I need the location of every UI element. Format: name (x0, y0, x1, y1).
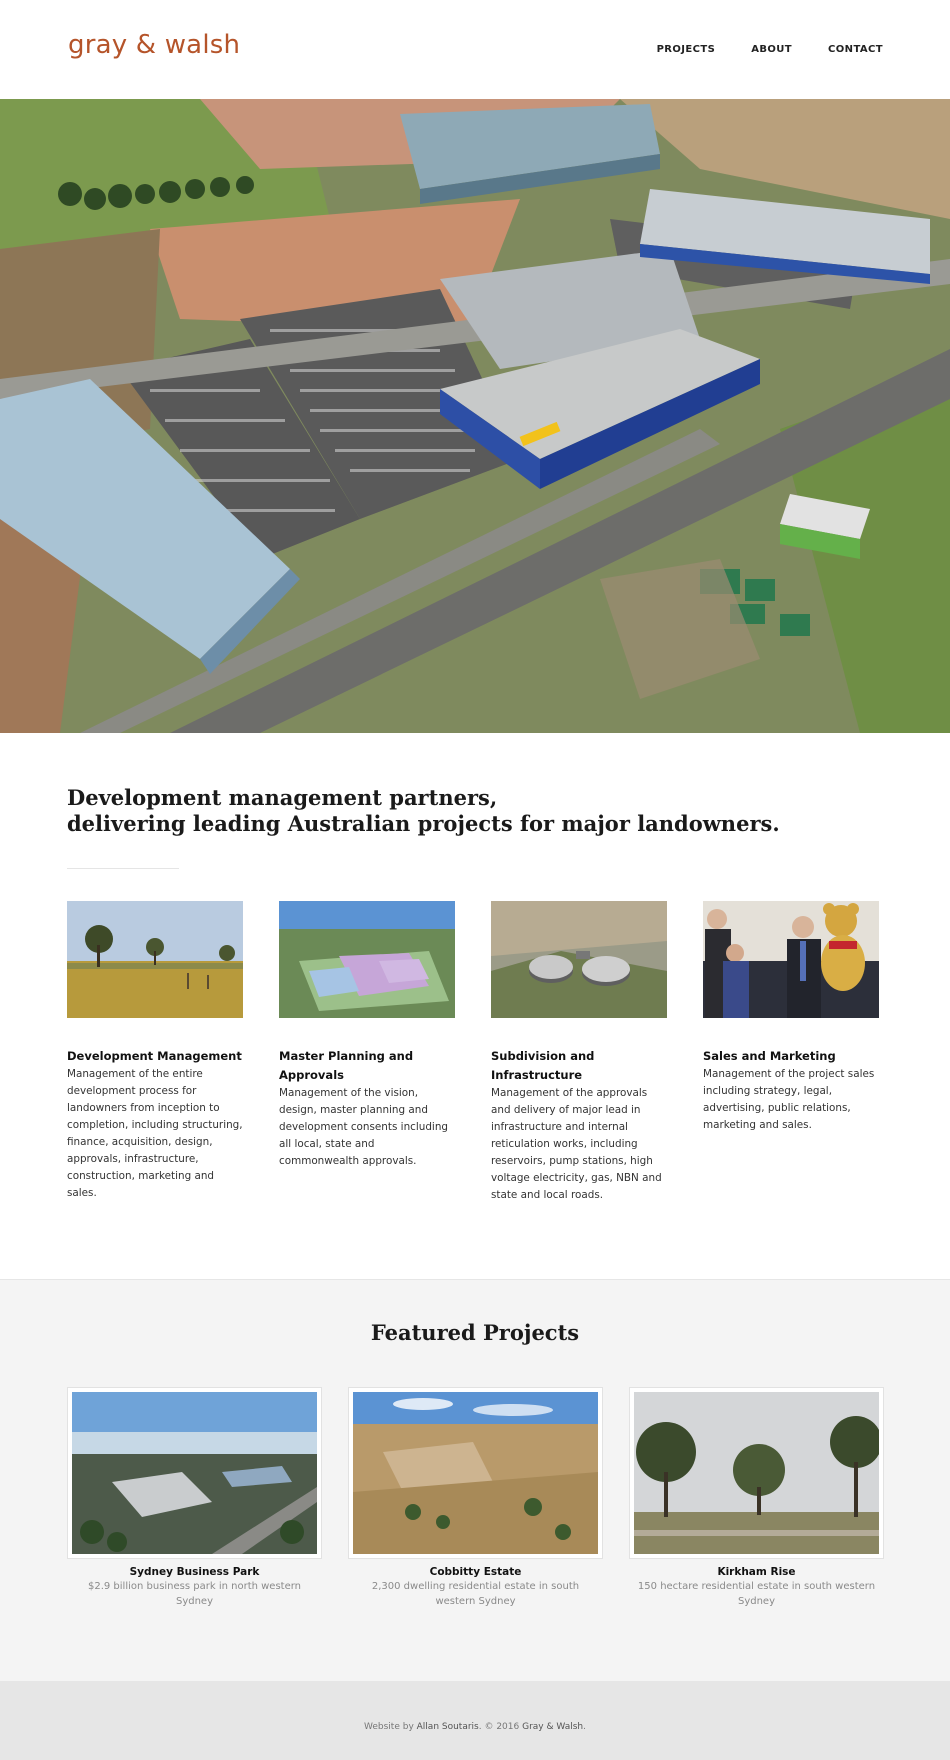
featured-heading: Featured Projects (370, 1320, 580, 1345)
site-logo[interactable]: gray & walsh (68, 30, 241, 60)
project-name: Cobbitty Estate (429, 1566, 522, 1578)
footer-suffix: . (583, 1722, 586, 1732)
services-grid (67, 901, 883, 1204)
project-description: $2.9 billion business park in north western Sydney (87, 1581, 302, 1607)
project-card-kirkham-rise[interactable] (629, 1387, 884, 1609)
site-header (0, 0, 950, 99)
main-nav (657, 44, 883, 55)
project-image-frame (348, 1387, 603, 1559)
service-master-planning (279, 901, 455, 1204)
service-description: Management of the approvals and delivery of major lead in infrastructure and internal reticulation works, including reservoirs, pump stations, high voltage electricity, gas, NBN and state and local roads. (491, 1087, 662, 1201)
tagline-line-2: delivering leading Australian projects for major landowners. (67, 811, 780, 836)
featured-projects-section (0, 1279, 950, 1681)
service-title: Sales and Marketing (703, 1049, 836, 1063)
service-description: Management of the entire development process for landowners from inception to completion, including structuring, finance, acquisition, design, approvals, infrastructure, construction, marketing and sales. (67, 1068, 243, 1199)
service-sales-marketing (703, 901, 879, 1204)
intro-divider (67, 868, 179, 869)
service-image-rural-landscape (67, 901, 243, 1018)
service-development-management (67, 901, 243, 1204)
site-footer (0, 1681, 950, 1760)
projects-list (67, 1387, 884, 1609)
hero-image (0, 99, 950, 733)
service-title: Subdivision and Infrastructure (491, 1049, 595, 1082)
service-subdivision-infrastructure (491, 901, 667, 1204)
project-card-sydney-business-park[interactable] (67, 1387, 322, 1609)
project-image-frame (67, 1387, 322, 1559)
project-image-frame (629, 1387, 884, 1559)
tagline (67, 785, 887, 837)
service-image-reservoirs (491, 901, 667, 1018)
project-card-cobbitty-estate[interactable] (348, 1387, 603, 1609)
service-image-masterplan-aerial (279, 901, 455, 1018)
service-description: Management of the vision, design, master planning and development consents including all local, state and commonwealth approvals. (279, 1087, 449, 1167)
footer-credit (0, 1722, 950, 1732)
footer-company-link[interactable]: Gray & Walsh (522, 1722, 584, 1732)
nav-about[interactable]: ABOUT (751, 44, 793, 55)
intro-section (67, 785, 887, 837)
project-description: 2,300 dwelling residential estate in south western Sydney (371, 1581, 580, 1607)
nav-contact[interactable]: CONTACT (828, 44, 883, 55)
project-name: Kirkham Rise (717, 1566, 796, 1578)
project-description: 150 hectare residential estate in south western Sydney (637, 1581, 876, 1607)
service-title: Development Management (67, 1049, 242, 1063)
footer-copyright: . © 2016 (478, 1722, 523, 1732)
service-description: Management of the project sales including strategy, legal, advertising, public relations, marketing and sales. (703, 1068, 875, 1131)
footer-prefix: Website by (364, 1722, 417, 1732)
project-name: Sydney Business Park (129, 1566, 260, 1578)
tagline-line-1: Development management partners, (67, 785, 498, 810)
footer-author-link[interactable]: Allan Soutaris (416, 1722, 479, 1732)
service-image-launch-event (703, 901, 879, 1018)
service-title: Master Planning and Approvals (279, 1049, 414, 1082)
nav-projects[interactable]: PROJECTS (656, 44, 716, 55)
